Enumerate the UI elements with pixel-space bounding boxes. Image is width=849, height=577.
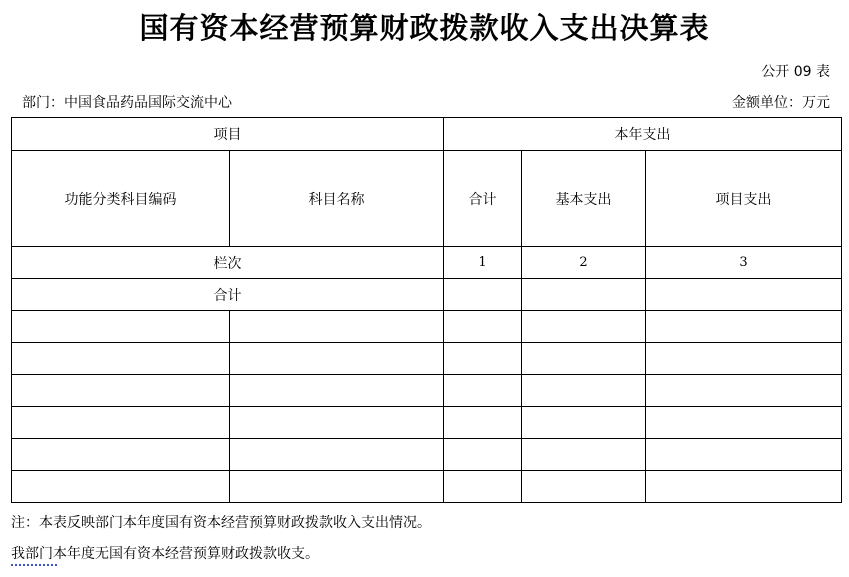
footnote: 注：本表反映部门本年度国有资本经营预算财政拨款收入支出情况。 (11, 515, 431, 531)
table-cell (444, 439, 522, 471)
table-cell (522, 343, 646, 375)
table-row (12, 343, 842, 375)
table-row (12, 439, 842, 471)
table-cell (230, 471, 444, 503)
table-cell (230, 375, 444, 407)
table-cell (444, 375, 522, 407)
table-cell (12, 311, 230, 343)
spellcheck-underline (11, 561, 57, 566)
table-cell (646, 343, 842, 375)
table-cell (522, 439, 646, 471)
table-cell (444, 343, 522, 375)
column-header-basic: 基本支出 (522, 151, 646, 247)
table-cell (646, 311, 842, 343)
table-row (12, 311, 842, 343)
table-cell (12, 375, 230, 407)
amount-unit-label: 金额单位：万元 (732, 95, 830, 111)
table-cell (12, 471, 230, 503)
total-cell (522, 279, 646, 311)
table-cell (444, 311, 522, 343)
table-cell (12, 407, 230, 439)
table-cell (230, 343, 444, 375)
header-item: 项目 (12, 118, 444, 151)
table-cell (444, 407, 522, 439)
table-cell (522, 407, 646, 439)
header-current-year-expenditure: 本年支出 (444, 118, 842, 151)
table-cell (444, 471, 522, 503)
budget-table (11, 117, 842, 503)
total-cell (646, 279, 842, 311)
department-label: 部门：中国食品药品国际交流中心 (22, 95, 232, 111)
table-row (12, 407, 842, 439)
table-cell (230, 407, 444, 439)
table-cell (522, 311, 646, 343)
column-header-code: 功能分类科目编码 (12, 151, 230, 247)
row-column-number-label: 栏次 (12, 247, 444, 279)
table-cell (522, 471, 646, 503)
column-header-project: 项目支出 (646, 151, 842, 247)
page-title: 国有资本经营预算财政拨款收入支出决算表 (139, 11, 710, 45)
table-cell (12, 343, 230, 375)
table-cell (230, 311, 444, 343)
form-number: 公开 09 表 (761, 64, 830, 80)
table-cell (646, 439, 842, 471)
table-row (12, 375, 842, 407)
table-cell (12, 439, 230, 471)
table-cell (646, 375, 842, 407)
no-revenue-statement: 我部门本年度无国有资本经营预算财政拨款收支。 (11, 546, 319, 562)
table-cell (230, 439, 444, 471)
table-row (12, 471, 842, 503)
table-cell (646, 471, 842, 503)
total-cell (444, 279, 522, 311)
column-header-total: 合计 (444, 151, 522, 247)
column-number-3: 3 (646, 247, 842, 279)
column-header-name: 科目名称 (230, 151, 444, 247)
table-cell (522, 375, 646, 407)
column-number-1: 1 (444, 247, 522, 279)
table-cell (646, 407, 842, 439)
row-total-label: 合计 (12, 279, 444, 311)
column-number-2: 2 (522, 247, 646, 279)
